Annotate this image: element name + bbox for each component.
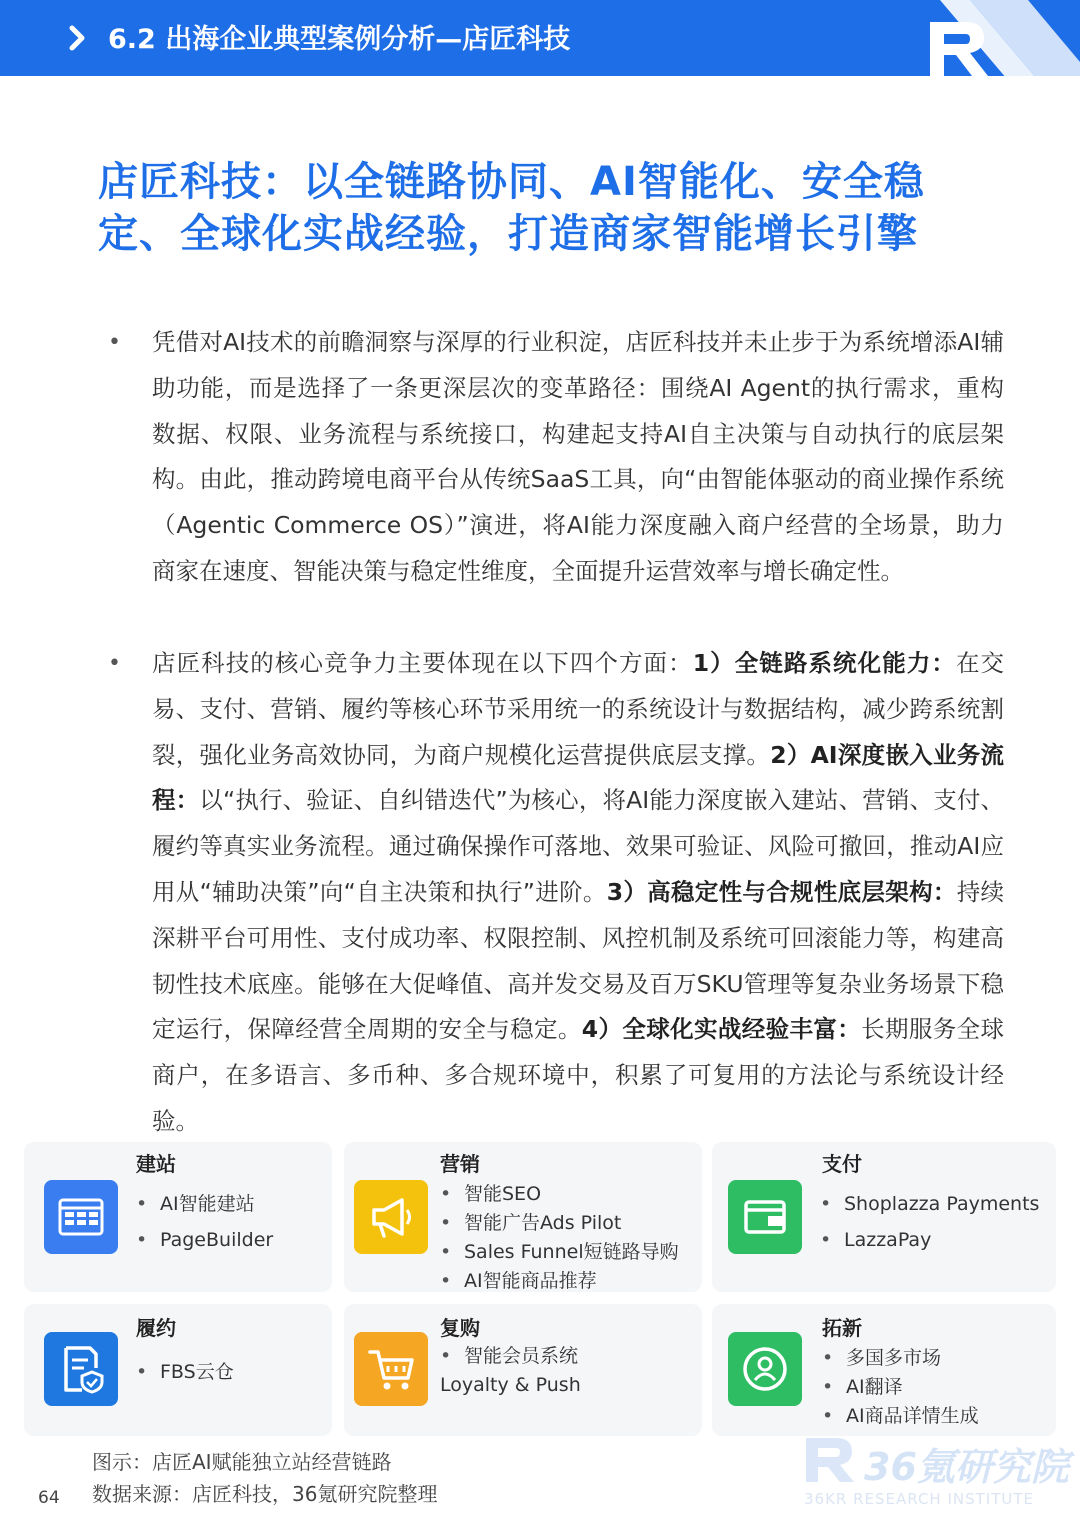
- bold-point-2: 2）AI深度嵌入业务流程：: [152, 740, 1004, 815]
- card-item-list: [822, 1344, 979, 1431]
- megaphone-icon: [354, 1180, 428, 1254]
- card-item-list: [440, 1180, 679, 1296]
- card-title: 营销: [440, 1152, 480, 1176]
- bold-point-3: 3）高稳定性与合规性底层架构：: [606, 877, 957, 906]
- watermark-subtitle: 36KR RESEARCH INSTITUTE: [804, 1490, 1035, 1508]
- card-item-list: [440, 1342, 581, 1400]
- bold-point-4: 4）全球化实战经验丰富：: [581, 1015, 862, 1044]
- bullet-text-2: [152, 641, 1004, 1145]
- page-title-line-2: 定、全球化实战经验，打造商家智能增长引擎: [98, 211, 918, 257]
- header-bar: [0, 0, 1080, 76]
- card-title: 建站: [136, 1152, 176, 1176]
- card-title: 支付: [822, 1152, 862, 1176]
- data-source: 数据来源：店匠科技，36氪研究院整理: [92, 1482, 438, 1506]
- section-title: 6.2 出海企业典型案例分析—店匠科技: [108, 24, 571, 55]
- bullet-paragraph-1: [108, 320, 1008, 595]
- card-title: 履约: [136, 1316, 176, 1340]
- card-item-list: [136, 1354, 234, 1390]
- card-expansion: [712, 1304, 1056, 1436]
- list-item: • Shoplazza Payments: [820, 1193, 1040, 1215]
- card-item-list: [136, 1186, 273, 1258]
- list-item: • 智能会员系统: [440, 1345, 579, 1367]
- list-item: • AI智能建站: [136, 1193, 255, 1215]
- card-build-site: [24, 1142, 332, 1292]
- bullet-text-segment: 持续深耕平台可用性、支付成功率、权限控制、风控机制及系统可回滚能力等，构建高韧性技术底座。能够在大促峰值、高并发交易及百万SKU管理等复杂业务场景下稳定运行，保障经营全周期的安全与稳定。: [152, 877, 1005, 1044]
- 36kr-logo-icon: [802, 1434, 858, 1484]
- figure-caption: 图示：店匠AI赋能独立站经营链路: [92, 1450, 392, 1474]
- wallet-icon: [728, 1180, 802, 1254]
- list-item: • AI商品详情生成: [822, 1405, 979, 1427]
- bullet-dot: •: [108, 330, 121, 355]
- card-title: 复购: [440, 1316, 480, 1340]
- bold-point-1: 1）全链路系统化能力：: [692, 649, 956, 677]
- card-payment: [712, 1142, 1056, 1292]
- list-item: • LazzaPay: [820, 1229, 932, 1251]
- watermark-text: 36氪研究院: [864, 1445, 1069, 1489]
- 36kr-logo-icon: [926, 18, 996, 76]
- bullet-text-1: 凭借对AI技术的前瞻洞察与深厚的行业积淀，店匠科技并未止步于为系统增添AI辅助功能，而是选择了一条更深层次的变革路径：围绕AI Agent的执行需求，重构数据、权限、业务流程与系统接口，构建起支持AI自主决策与自动执行的底层架构。由此，推动跨境电商平台从传统SaaS工具，向“由智能体驱动的商业操作系统（Agentic Commerce OS）”演进，将AI能力深度融入商户经营的全场景，助力商家在速度、智能决策与稳定性维度，全面提升运营效率与增长确定性。: [152, 328, 1004, 585]
- bullet-text-segment: 以“执行、验证、自纠错迭代”为核心，将AI能力深度嵌入建站、营销、支付、履约等真实业务流程。通过确保操作可落地、效果可验证、风险可撤回，推动AI应用从“辅助决策”向“自主决策和执行”进阶。: [152, 786, 1005, 906]
- page-title-line-1: 店匠科技：以全链路协同、AI智能化、安全稳: [98, 159, 925, 205]
- website-builder-icon: [44, 1180, 118, 1254]
- list-item: • FBS云仓: [136, 1361, 234, 1383]
- bullet-dot: •: [108, 651, 121, 676]
- bullet-text-segment: 长期服务全球商户，在多语言、多币种、多合规环境中，积累了可复用的方法论与系统设计经验。: [152, 1015, 1005, 1135]
- card-item-list: [820, 1186, 1039, 1258]
- list-item: • Sales Funnel短链路导购: [440, 1241, 679, 1263]
- list-item: • AI智能商品推荐: [440, 1270, 597, 1292]
- page-title: [98, 156, 998, 260]
- page-number: 64: [38, 1488, 60, 1508]
- list-item: Loyalty & Push: [440, 1374, 581, 1396]
- card-fulfillment: [24, 1304, 332, 1436]
- card-title: 拓新: [822, 1316, 862, 1340]
- bullet-text-segment: 店匠科技的核心竞争力主要体现在以下四个方面：: [152, 649, 693, 677]
- bullet-text-segment: 在交易、支付、营销、履约等核心环节采用统一的系统设计与数据结构，减少跨系统割裂，强化业务高效协同，为商户规模化运营提供底层支撑。: [152, 649, 1005, 769]
- list-item: • PageBuilder: [136, 1229, 274, 1251]
- user-circle-icon: [728, 1332, 802, 1406]
- list-item: • 多国多市场: [822, 1347, 942, 1369]
- list-item: • 智能广告Ads Pilot: [440, 1212, 622, 1234]
- bullet-paragraph-2: [108, 641, 1008, 1145]
- card-repurchase: [344, 1304, 702, 1436]
- shopping-cart-icon: [354, 1332, 428, 1406]
- list-item: • 智能SEO: [440, 1183, 542, 1205]
- document-shield-icon: [44, 1332, 118, 1406]
- chevron-right-icon: [64, 18, 96, 58]
- list-item: • AI翻译: [822, 1376, 903, 1398]
- card-marketing: [344, 1142, 702, 1292]
- watermark: [802, 1434, 1069, 1514]
